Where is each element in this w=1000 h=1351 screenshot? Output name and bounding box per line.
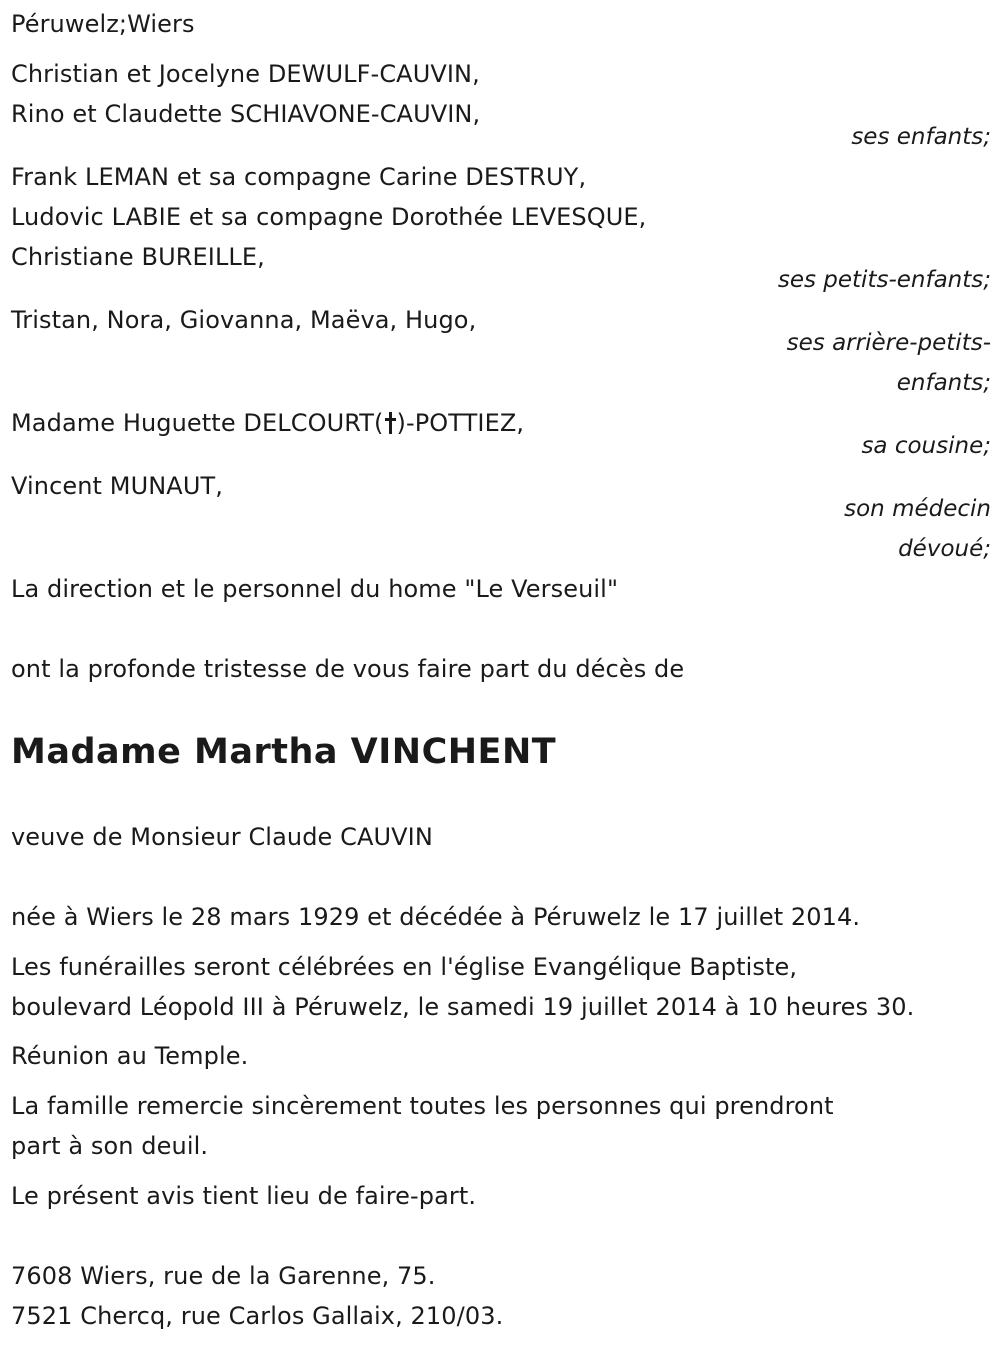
relation-cousin: sa cousine;	[861, 433, 991, 459]
relation-children: ses enfants;	[851, 124, 991, 150]
reunion-line: Réunion au Temple.	[11, 1042, 249, 1070]
deceased-name: Madame Martha VINCHENT	[11, 732, 557, 772]
latin-cross-icon	[385, 412, 396, 434]
location-header: Péruwelz;Wiers	[11, 10, 195, 38]
announcement-line: ont la profonde tristesse de vous faire part du décès de	[11, 655, 685, 683]
relation-great-grandchildren-2: enfants;	[896, 370, 991, 396]
home-staff-line: La direction et le personnel du home "Le Verseuil"	[11, 575, 619, 603]
cousin-line	[11, 403, 524, 443]
relation-grandchildren: ses petits-enfants;	[777, 267, 991, 293]
great-grandchildren-line: Tristan, Nora, Giovanna, Maëva, Hugo,	[11, 306, 477, 334]
thanks-line-2: part à son deuil.	[11, 1132, 209, 1160]
funeral-line-1: Les funérailles seront célébrées en l'église Evangélique Baptiste,	[11, 953, 798, 981]
cousin-name-end: )-POTTIEZ,	[396, 409, 525, 437]
address-line-2: 7521 Chercq, rue Carlos Gallaix, 210/03.	[11, 1302, 504, 1330]
funeral-line-2: boulevard Léopold III à Péruwelz, le samedi 19 juillet 2014 à 10 heures 30.	[11, 993, 915, 1021]
relation-great-grandchildren-1: ses arrière-petits-	[786, 330, 991, 356]
widow-line: veuve de Monsieur Claude CAUVIN	[11, 823, 433, 851]
birth-death-line: née à Wiers le 28 mars 1929 et décédée à Péruwelz le 17 juillet 2014.	[11, 903, 861, 931]
relation-doctor-1: son médecin	[844, 496, 991, 522]
notice-line: Le présent avis tient lieu de faire-part.	[11, 1182, 477, 1210]
children-line-2: Rino et Claudette SCHIAVONE-CAUVIN,	[11, 100, 481, 128]
grandchildren-line-3: Christiane BUREILLE,	[11, 243, 265, 271]
address-line-1: 7608 Wiers, rue de la Garenne, 75.	[11, 1262, 436, 1290]
doctor-line: Vincent MUNAUT,	[11, 472, 223, 500]
grandchildren-line-1: Frank LEMAN et sa compagne Carine DESTRUY,	[11, 163, 587, 191]
children-line-1: Christian et Jocelyne DEWULF-CAUVIN,	[11, 60, 480, 88]
thanks-line-1: La famille remercie sincèrement toutes les personnes qui prendront	[11, 1092, 834, 1120]
grandchildren-line-2: Ludovic LABIE et sa compagne Dorothée LEVESQUE,	[11, 203, 647, 231]
cousin-name-start: Madame Huguette DELCOURT(	[11, 409, 384, 437]
relation-doctor-2: dévoué;	[898, 536, 991, 562]
